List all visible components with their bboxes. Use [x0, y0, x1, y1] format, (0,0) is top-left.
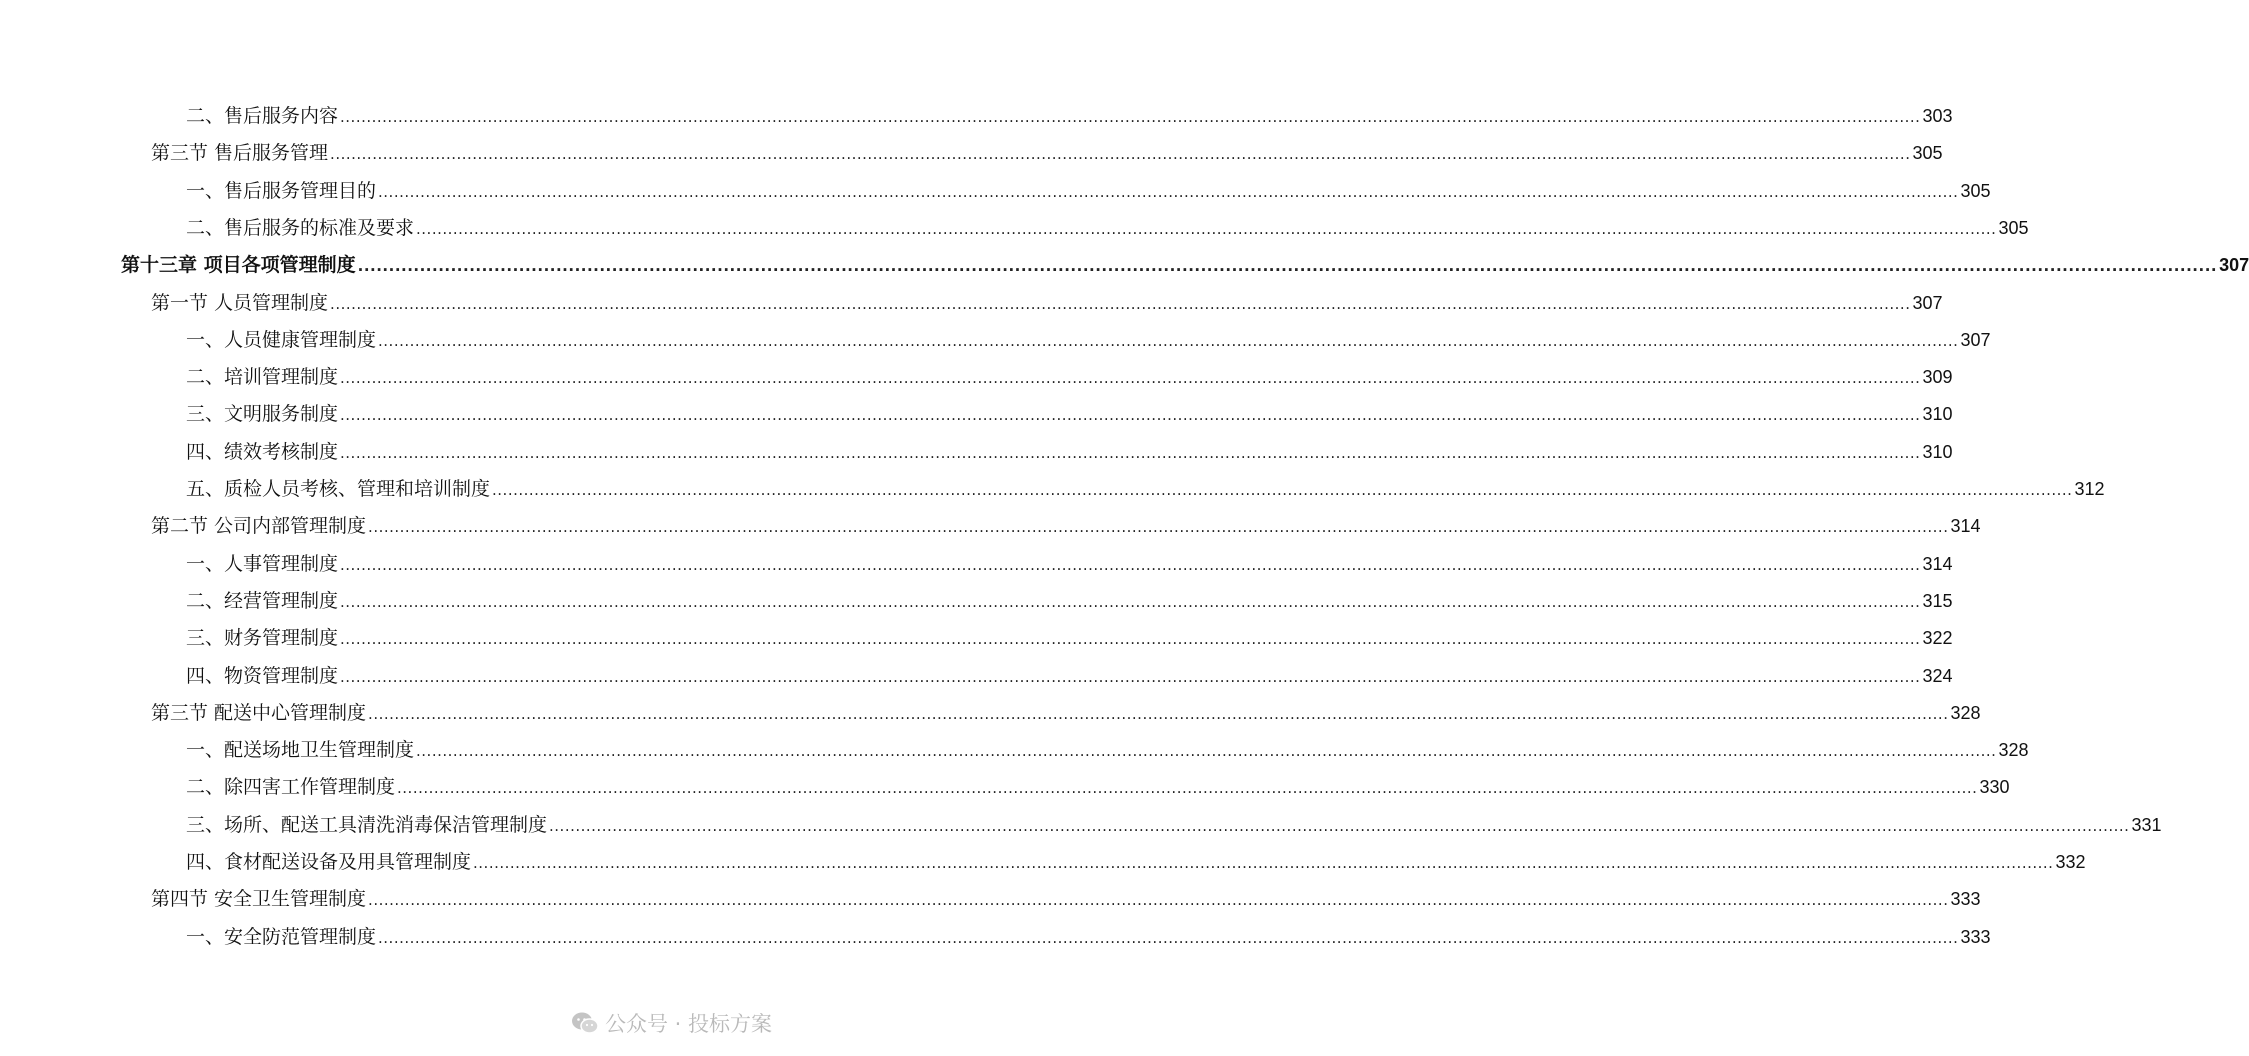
toc-entry-title: 四、食材配送设备及用具管理制度	[186, 851, 472, 873]
toc-page-number: 314	[1950, 516, 1981, 537]
toc-entry-title: 一、售后服务管理目的	[186, 179, 377, 202]
toc-entry-title: 二、培训管理制度	[186, 366, 339, 389]
toc-leader-dots: ............................................................................................................................................................................................................................................................................................................	[368, 891, 1949, 910]
toc-page-number: 307	[1960, 329, 1991, 350]
toc-entry-title: 三、财务管理制度	[186, 627, 339, 650]
toc-page-number: 333	[1950, 889, 1981, 910]
toc-leader-dots: ............................................................................................................................................................................................................................................................................................................	[368, 704, 1949, 723]
toc-entry-title: 第一节 人员管理制度	[151, 291, 329, 314]
toc-entry-title: 二、售后服务的标准及要求	[186, 216, 415, 239]
toc-entry[interactable]	[186, 549, 1953, 579]
toc-entry[interactable]	[186, 922, 1991, 952]
watermark-text: 公众号 · 投标方案	[605, 1012, 773, 1036]
toc-entry[interactable]	[186, 437, 1953, 467]
toc-leader-dots: ............................................................................................................................................................................................................................................................................................................	[416, 219, 1997, 238]
toc-leader-dots: ............................................................................................................................................................................................................................................................................................................	[368, 518, 1949, 537]
toc-entry-title: 第十三章 项目各项管理制度	[121, 254, 356, 277]
toc-entry-title: 五、质检人员考核、管理和培训制度	[186, 478, 491, 500]
toc-entry-title: 三、场所、配送工具清洗消毒保洁管理制度	[186, 813, 548, 836]
toc-entry[interactable]	[186, 176, 1991, 206]
toc-entry[interactable]	[151, 288, 1943, 318]
wechat-icon	[571, 1011, 599, 1035]
toc-entry[interactable]	[186, 586, 1953, 616]
toc-entry[interactable]	[186, 362, 1953, 392]
toc-leader-dots: ............................................................................................................................................................................................................................................................................................................	[378, 331, 1959, 350]
toc-leader-dots: ............................................................................................................................................................................................................................................................................................................	[340, 667, 1921, 686]
toc-page-number: 332	[2055, 852, 2086, 872]
toc-entry-title: 第四节 安全卫生管理制度	[151, 888, 367, 911]
toc-page-number: 305	[1960, 180, 1991, 201]
toc-entry-title: 第二节 公司内部管理制度	[151, 515, 367, 538]
toc-page-number: 303	[1922, 106, 1953, 126]
toc-page-number: 328	[1950, 702, 1981, 723]
toc-leader-dots: ............................................................................................................................................................................................................................................................................................................	[330, 145, 1911, 164]
toc-entry[interactable]	[186, 101, 1953, 131]
toc-leader-dots: ............................................................................................................................................................................................................................................................................................................	[340, 630, 1921, 649]
toc-page-number: 312	[2074, 479, 2105, 499]
toc-entry[interactable]	[186, 623, 1953, 653]
toc-entry-title: 二、除四害工作管理制度	[186, 776, 396, 799]
toc-entry-title: 二、经营管理制度	[186, 589, 339, 612]
toc-entry-title: 一、安全防范管理制度	[186, 925, 377, 948]
toc-leader-dots: ............................................................................................................................................................................................................................................................................................................	[378, 928, 1959, 947]
toc-entry-title: 二、售后服务内容	[186, 105, 339, 127]
toc-leader-dots: ............................................................................................................................................................................................................................................................................................................	[340, 369, 1921, 388]
toc-page-number: 307	[2219, 255, 2249, 276]
toc-page-number: 328	[1998, 740, 2029, 761]
toc-entry[interactable]	[121, 250, 2249, 280]
toc-entry[interactable]	[151, 698, 1981, 728]
toc-entry-title: 四、物资管理制度	[186, 664, 339, 687]
toc-page-number: 314	[1922, 553, 1953, 574]
toc-entry[interactable]	[186, 735, 2029, 765]
toc-entry[interactable]	[186, 213, 2029, 243]
toc-leader-dots: ............................................................................................................................................................................................................................................................................................................	[340, 443, 1921, 462]
watermark	[571, 1008, 772, 1038]
toc-entry-title: 第三节 配送中心管理制度	[151, 701, 367, 724]
toc-page-number: 305	[1912, 143, 1943, 164]
toc-leader-dots: ............................................................................................................................................................................................................................................................................................................	[378, 182, 1959, 201]
toc-entry[interactable]	[186, 772, 2010, 802]
toc-page-number: 330	[1979, 777, 2010, 798]
toc-entry-title: 四、绩效考核制度	[186, 440, 339, 463]
toc-page-number: 307	[1912, 292, 1943, 313]
toc-page-number: 305	[1998, 217, 2029, 238]
toc-page-number: 322	[1922, 628, 1953, 649]
toc-entry[interactable]	[186, 810, 2162, 840]
toc-entry-title: 三、文明服务制度	[186, 403, 339, 426]
toc-leader-dots: ............................................................................................................................................................................................................................................................................................................	[397, 779, 1978, 798]
toc-entry[interactable]	[186, 325, 1991, 355]
toc-entry[interactable]	[186, 474, 2105, 504]
toc-entry[interactable]	[151, 138, 1943, 168]
toc-entry-title: 一、配送场地卫生管理制度	[186, 739, 415, 762]
toc-page-number: 309	[1922, 367, 1953, 388]
toc-entry[interactable]	[186, 661, 1953, 691]
toc-leader-dots: ............................................................................................................................................................................................................................................................................................................	[549, 816, 2130, 835]
toc-leader-dots: ............................................................................................................................................................................................................................................................................................................	[473, 854, 2054, 872]
toc-entry[interactable]	[186, 399, 1953, 429]
toc-leader-dots: ............................................................................................................................................................................................................................................................................................................	[357, 257, 2218, 276]
toc-leader-dots: ............................................................................................................................................................................................................................................................................................................	[340, 592, 1921, 611]
toc-leader-dots: ............................................................................................................................................................................................................................................................................................................	[340, 406, 1921, 425]
toc-page-number: 315	[1922, 590, 1953, 611]
toc-entry[interactable]	[151, 511, 1981, 541]
toc-entry-title: 一、人事管理制度	[186, 552, 339, 575]
toc-leader-dots: ............................................................................................................................................................................................................................................................................................................	[330, 294, 1911, 313]
toc-leader-dots: ............................................................................................................................................................................................................................................................................................................	[416, 742, 1997, 761]
toc-leader-dots: ............................................................................................................................................................................................................................................................................................................	[492, 481, 2073, 499]
toc-leader-dots: ............................................................................................................................................................................................................................................................................................................	[340, 555, 1921, 574]
toc-page-number: 333	[1960, 926, 1991, 947]
toc-entry-title: 一、人员健康管理制度	[186, 328, 377, 351]
toc-page-number: 324	[1922, 665, 1953, 686]
toc-entry-title: 第三节 售后服务管理	[151, 142, 329, 165]
toc-page-number: 310	[1922, 441, 1953, 462]
toc-page-number: 331	[2131, 814, 2162, 835]
toc-entry[interactable]	[186, 847, 2086, 877]
toc-entry[interactable]	[151, 884, 1981, 914]
toc-leader-dots: ............................................................................................................................................................................................................................................................................................................	[340, 108, 1921, 126]
toc-page-number: 310	[1922, 404, 1953, 425]
